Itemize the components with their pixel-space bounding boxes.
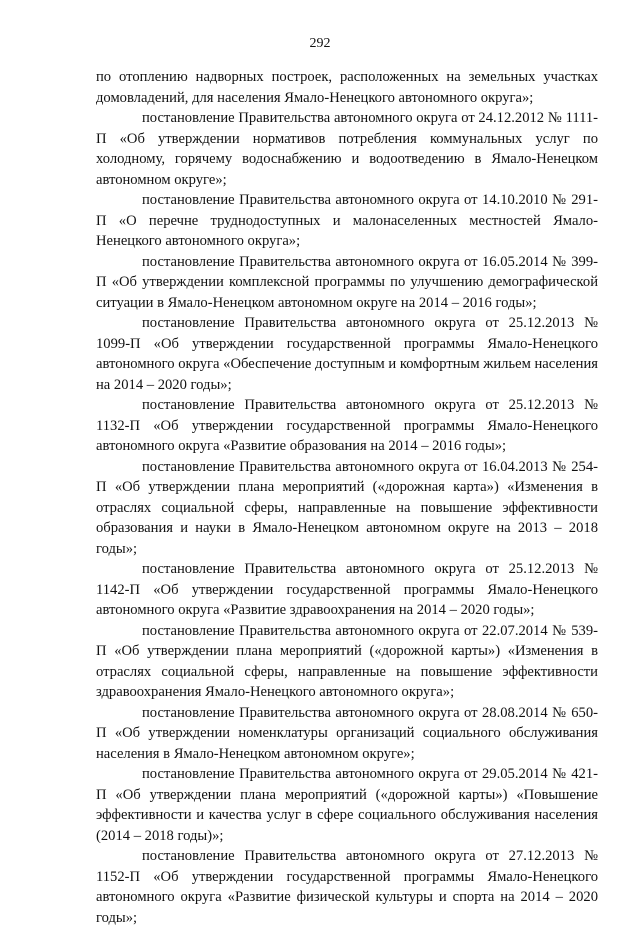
document-body [96,67,598,928]
paragraph-decree-254: постановление Правительства автономного округа от 16.04.2013 № 254-П «Об утверждении плана мероприятий («дорожная карта») «Изменения в отраслях социальной сферы, направленные на повышение эффективности образования и науки в Ямало-Ненецком автономном округе на 2013 – 2018 годы»; [96,458,598,557]
paragraph-decree-421: постановление Правительства автономного округа от 29.05.2014 № 421-П «Об утверждении плана мероприятий («дорожной карты») «Повышение эффективности и качества услуг в сфере социального обслуживания населения (2014 – 2018 годы)»; [96,766,598,844]
paragraph-decree-1152: постановление Правительства автономного округа от 27.12.2013 № 1152-П «Об утверждении государственной программы Ямало-Ненецкого автономного округа «Развитие физической культуры и спорта на 2014 – 2020 годы»; [96,848,598,926]
paragraph-decree-291: постановление Правительства автономного округа от 14.10.2010 № 291-П «О перечне труднодоступных и малонаселенных местностей Ямало-Ненецкого автономного округа»; [96,192,598,249]
paragraph-continuation: по отоплению надворных построек, расположенных на земельных участках домовладений, для населения Ямало-Ненецкого автономного округа»; [96,69,598,106]
page-number: 292 [309,36,331,51]
paragraph-decree-1111: постановление Правительства автономного округа от 24.12.2012 № 1111-П «Об утверждении нормативов потребления коммунальных услуг по холодному, горячему водоснабжению и водоотведению в Ямало-Ненецком автономном округе»; [96,110,598,188]
paragraph-decree-1142: постановление Правительства автономного округа от 25.12.2013 № 1142-П «Об утверждении государственной программы Ямало-Ненецкого автономного округа «Развитие здравоохранения на 2014 – 2020 годы»; [96,561,598,618]
paragraph-decree-399: постановление Правительства автономного округа от 16.05.2014 № 399-П «Об утверждении комплексной программы по улучшению демографической ситуации в Ямало-Ненецком автономном округе на 2014 – 2016 годы»; [96,253,598,311]
paragraph-decree-539: постановление Правительства автономного округа от 22.07.2014 № 539-П «Об утверждении плана мероприятий («дорожной карты») «Изменения в отраслях социальной сферы, направленные на повышение эффективности здравоохранения Ямало-Ненецкого автономного округа»; [96,622,598,700]
paragraph-decree-1132: постановление Правительства автономного округа от 25.12.2013 № 1132-П «Об утверждении государственной программы Ямало-Ненецкого автономного округа «Развитие образования на 2014 – 2016 годы»; [96,397,598,454]
paragraph-decree-650: постановление Правительства автономного округа от 28.08.2014 № 650-П «Об утверждении номенклатуры организаций социального обслуживания населения в Ямало-Ненецком автономном округе»; [96,704,598,762]
paragraph-decree-1099: постановление Правительства автономного округа от 25.12.2013 № 1099-П «Об утверждении государственной программы Ямало-Ненецкого автономного округа «Обеспечение доступным и комфортным жильем населения на 2014 – 2020 годы»; [96,315,598,393]
